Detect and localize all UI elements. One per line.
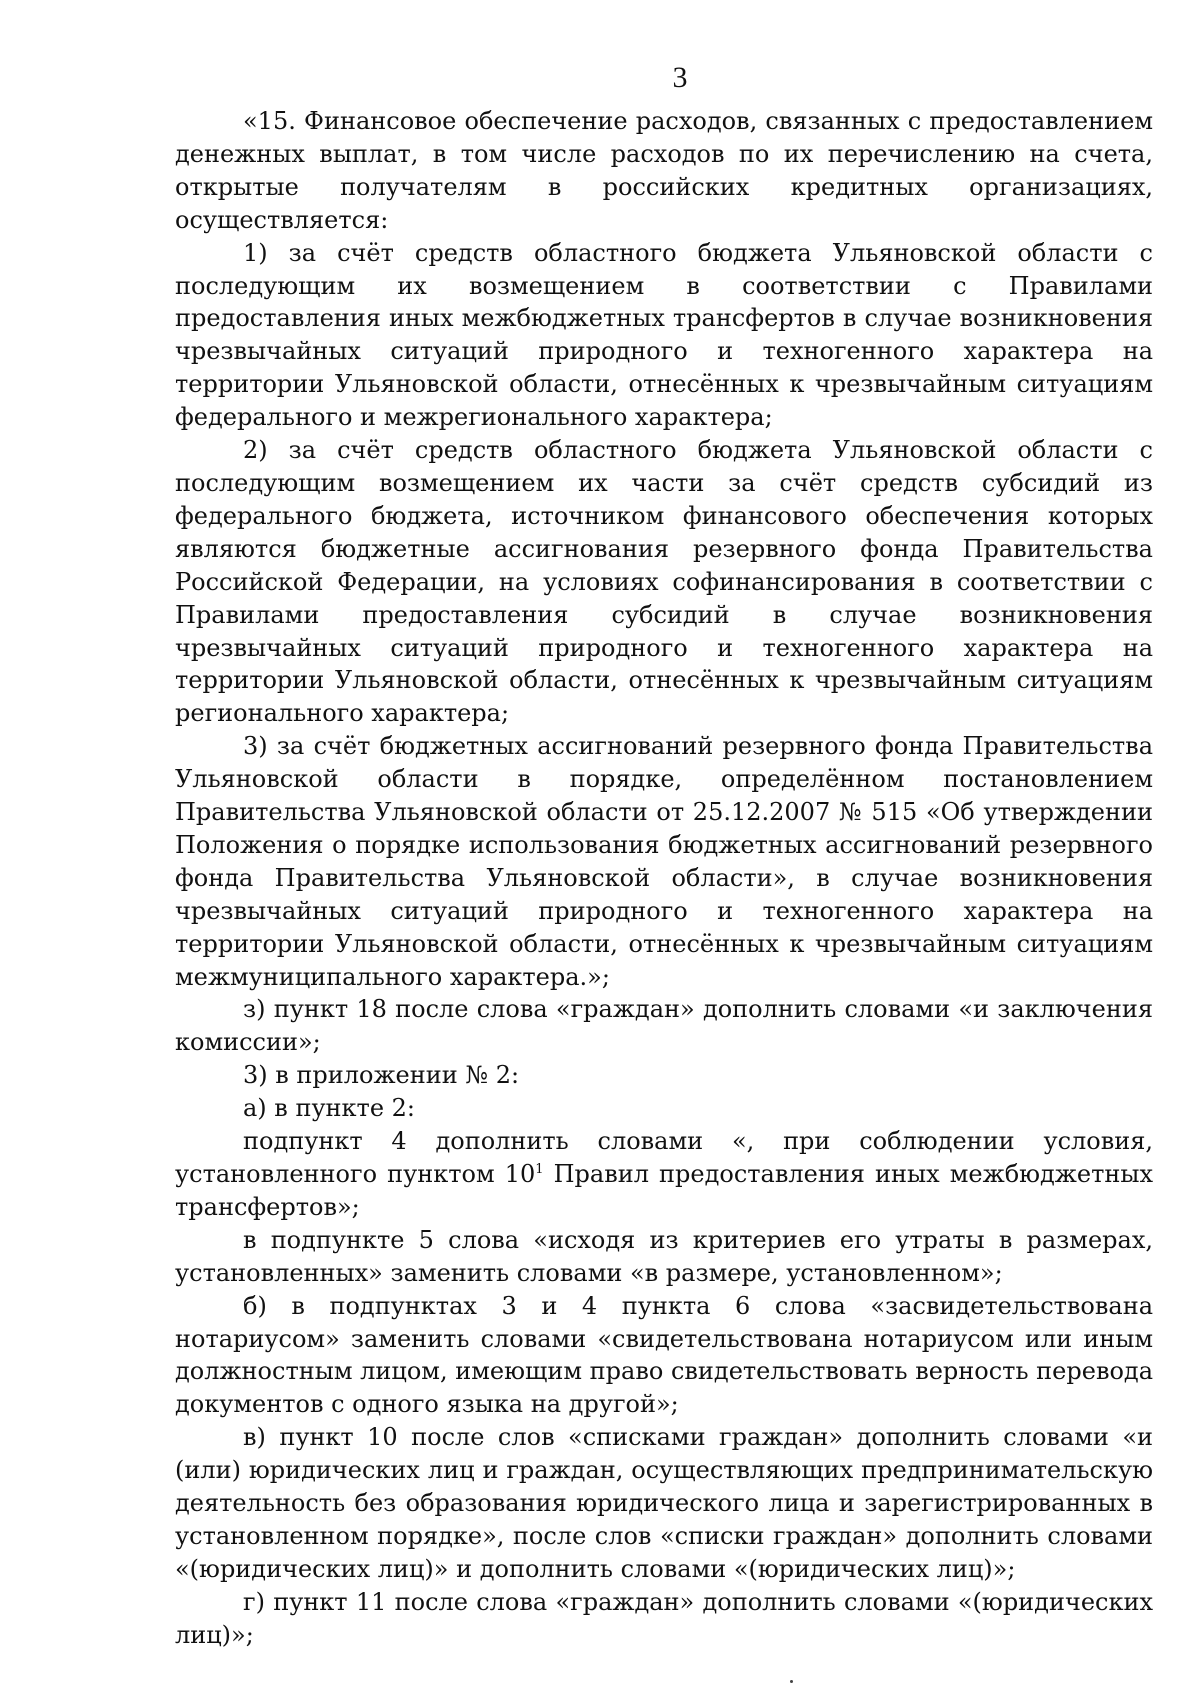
- paragraph-amendment-a: а) в пункте 2:: [243, 1094, 416, 1123]
- paragraph-amendment-v: в) пункт 10 после слов «списками граждан» дополнить словами «и (или) юридических лиц и граждан, осуществляющих предпринимательскую деятельность без образования юридического лица и зарегистрированных в установленном порядке», после слов «списки граждан» дополнить словами «(юридических лиц)» и дополнить словами «(юридических лиц)»;: [175, 1423, 1153, 1583]
- paragraph-appendix-2: 3) в приложении № 2:: [243, 1061, 520, 1090]
- paragraph-amendment-z: з) пункт 18 после слова «граждан» дополнить словами «и заключения комиссии»;: [175, 995, 1153, 1057]
- paragraph-subitem-4: [175, 1125, 1153, 1224]
- paragraph-subitem-5: в подпункте 5 слова «исходя из критериев его утраты в размерах, установленных» заменить словами «в размере, установленном»;: [175, 1225, 1153, 1287]
- page-number: 3: [672, 61, 688, 94]
- paragraph-item-3: 3) за счёт бюджетных ассигнований резервного фонда Правительства Ульяновской области в порядке, определённом постановлением Правительства Ульяновской области от 25.12.2007 № 515 «Об утверждении Положения о порядке использования бюджетных ассигнований резервного фонда Правительства Ульяновской области», в случае возникновения чрезвычайных ситуаций природного и техногенного характера на территории Ульяновской области, отнесённых к чрезвычайным ситуациям межмуниципального характера.»;: [175, 732, 1153, 991]
- scan-speck: [790, 1680, 793, 1683]
- paragraph-amendment-g: г) пункт 11 после слова «граждан» дополнить словами «(юридических лиц)»;: [175, 1587, 1153, 1649]
- document-body: [175, 105, 1153, 1652]
- paragraph-item-1: 1) за счёт средств областного бюджета Ульяновской области с последующим их возмещением в соответствии с Правилами предоставления иных межбюджетных трансфертов в случае возникновения чрезвычайных ситуаций природного и техногенного характера на территории Ульяновской области, отнесённых к чрезвычайным ситуациям федерального и межрегионального характера;: [175, 238, 1153, 432]
- superscript-number: 1: [535, 1162, 544, 1177]
- paragraph-amendment-b: б) в подпунктах 3 и 4 пункта 6 слова «засвидетельствована нотариусом» заменить словами «свидетельствована нотариусом или иным должностным лицом, имеющим право свидетельствовать верность перевода документов с одного языка на другой»;: [175, 1291, 1153, 1419]
- paragraph-15-intro: «15. Финансовое обеспечение расходов, связанных с предоставлением денежных выплат, в том числе расходов по их перечислению на счета, открытые получателям в российских кредитных организациях, осуществляется:: [175, 107, 1153, 234]
- paragraph-item-2: 2) за счёт средств областного бюджета Ульяновской области с последующим возмещением их части за счёт средств субсидий из федерального бюджета, источником финансового обеспечения которых являются бюджетные ассигнования резервного фонда Правительства Российской Федерации, на условиях софинансирования в соответствии с Правилами предоставления субсидий в случае возникновения чрезвычайных ситуаций природного и техногенного характера на территории Ульяновской области, отнесённых к чрезвычайным ситуациям регионального характера;: [175, 436, 1153, 728]
- subitem-4-text-end: Правил предоставления иных межбюджетных трансфертов»;: [175, 1160, 1153, 1221]
- subitem-4-text-start: подпункт 4 дополнить словами «, при соблюдении условия, установленного пунктом 10: [175, 1127, 1153, 1188]
